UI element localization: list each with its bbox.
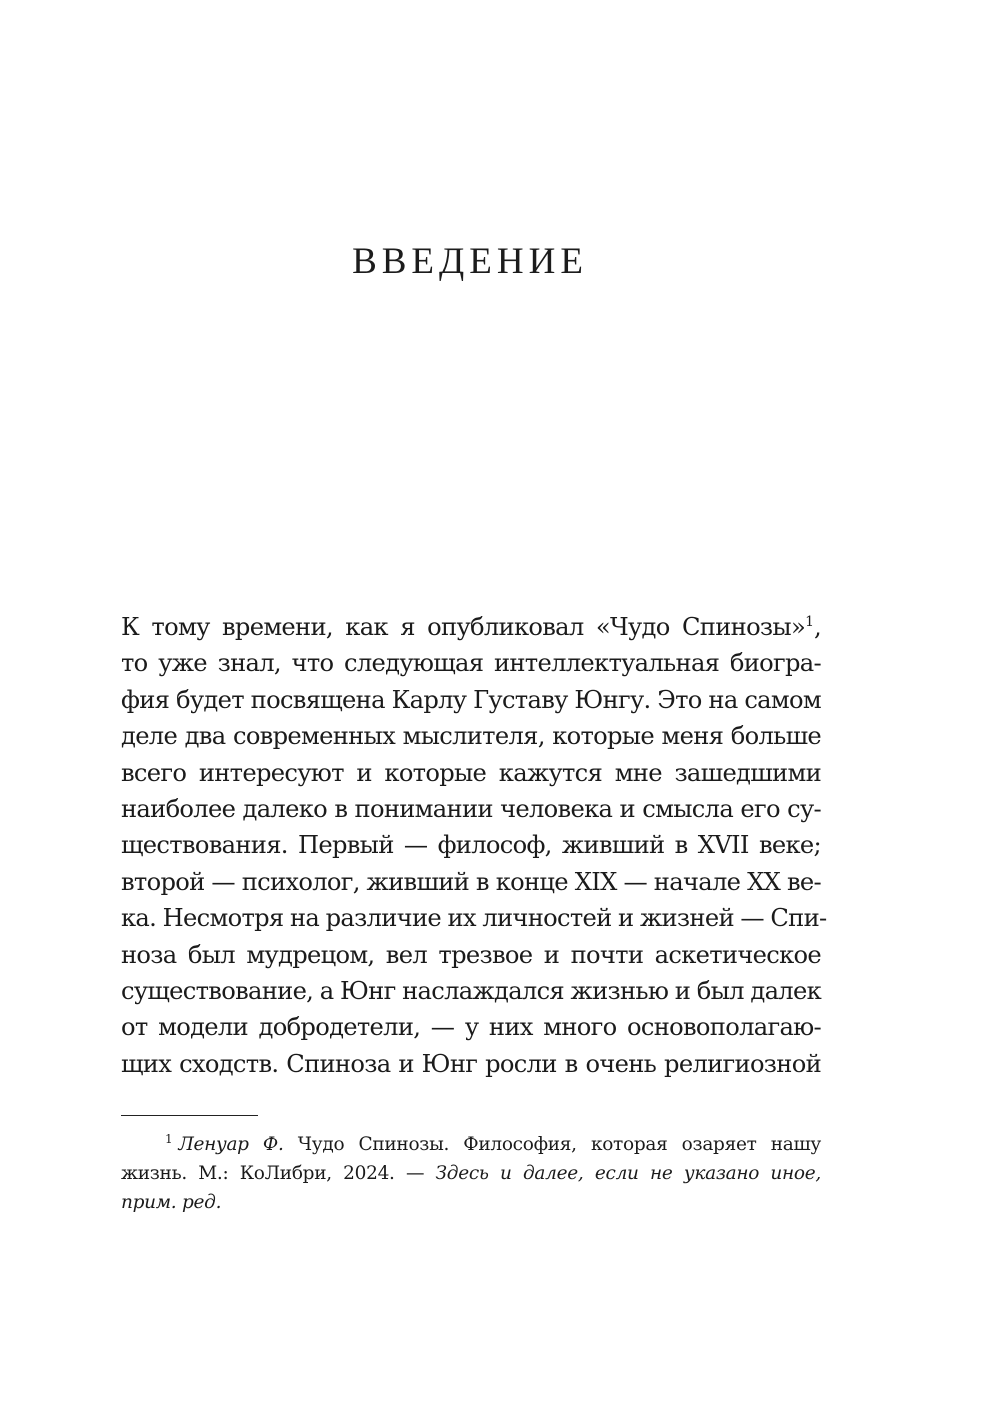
body-line: от модели добродетели, — у них много основополагаю- xyxy=(121,1013,821,1042)
body-line: деле два современных мыслителя, которые меня больше xyxy=(121,722,821,751)
footnote xyxy=(121,1130,821,1217)
body-line: наиболее далеко в понимании человека и смысла его су- xyxy=(121,794,821,823)
footnote-number: 1 xyxy=(165,1131,173,1146)
footnote-divider xyxy=(121,1115,258,1116)
footnote-line: $^1$ Ленуар Ф. Чудо Спинозы. Философия, которая озаряет нашу xyxy=(165,1131,821,1155)
body-line: фия будет посвящена Карлу Густаву Юнгу. Это на самом xyxy=(121,685,821,714)
body-line: щих сходств. Спиноза и Юнг росли в очень религиозной xyxy=(121,1049,821,1078)
footnote-line: жизнь. М.: КоЛибри, 2024. — Здесь и далее, если не указано иное, xyxy=(121,1163,821,1184)
body-line: всего интересуют и которые кажутся мне зашедшими xyxy=(121,758,821,787)
body-line: ка. Несмотря на различие их личностей и жизней — Спи- xyxy=(121,904,827,933)
body-line: то уже знал, что следующая интеллектуальная биогра- xyxy=(121,649,821,678)
body-line: ществования. Первый — философ, живший в XVII веке; xyxy=(121,831,821,860)
footnote-line: прим. ред. xyxy=(121,1192,222,1213)
body-line: второй — психолог, живший в конце XIX — начале XX ве- xyxy=(121,867,821,896)
chapter-title: ВВЕДЕНИЕ xyxy=(352,241,588,282)
body-text xyxy=(121,609,827,1082)
footnote-reference[interactable]: 1 xyxy=(805,613,814,630)
body-line: К тому времени, как я опубликовал «Чудо Спинозы»$^1$, xyxy=(121,613,821,641)
footnote-author: Ленуар Ф. xyxy=(178,1134,284,1155)
body-line: существование, а Юнг наслаждался жизнью и был далек xyxy=(121,976,821,1005)
body-line: ноза был мудрецом, вел трезвое и почти аскетическое xyxy=(121,940,821,969)
